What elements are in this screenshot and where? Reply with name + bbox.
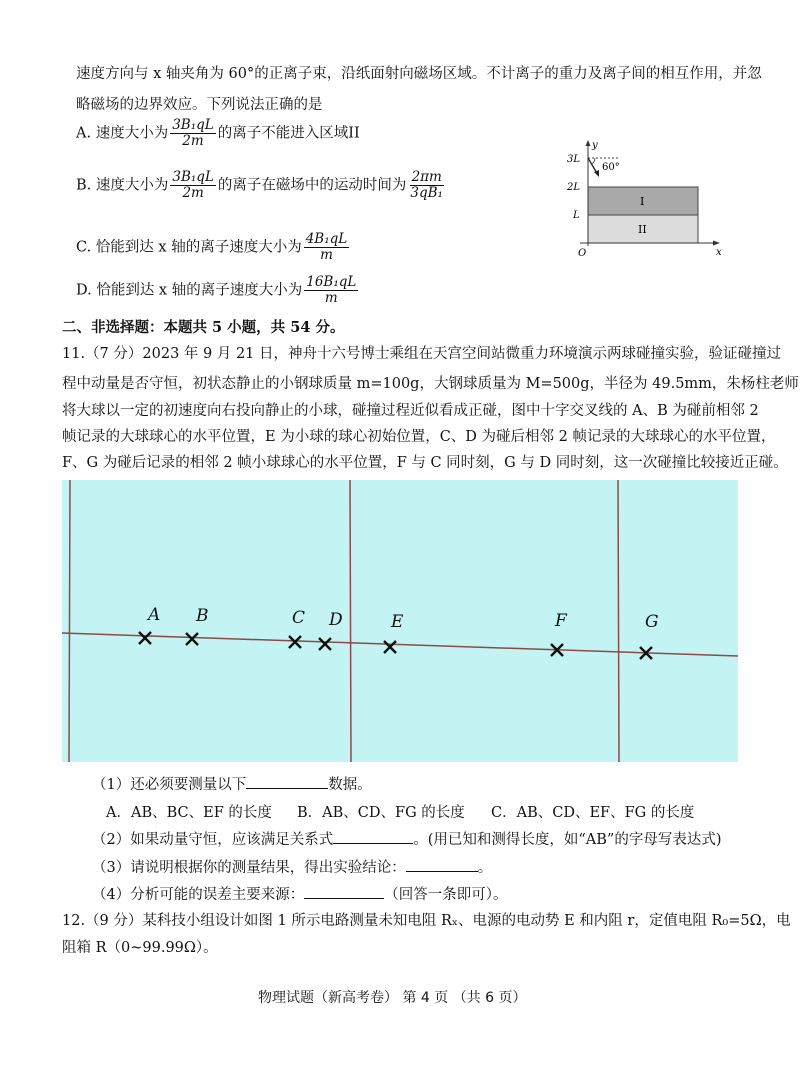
q12-line-2: 阻箱 R（0~99.99Ω）。 (62, 940, 218, 956)
intro-line-2: 略磁场的边界效应。下列说法正确的是 (76, 97, 323, 113)
q11-line-3: 将大球以一定的初速度向右投向静止的小球，碰撞过程近似看成正碰，图中十字交叉线的 A、B 为碰前相邻 2 (62, 403, 759, 419)
label-d: D (329, 610, 343, 630)
cross-mark-b (184, 631, 200, 647)
cross-mark-d (317, 636, 333, 652)
sub-question-4: （4）分析可能的误差主要来源： （回答一条即可）。 (92, 884, 507, 905)
magnetic-field-diagram (560, 138, 730, 260)
fraction: $\frac{\text{3B₁qL}}{2m}$ (172, 117, 214, 149)
option-a-lengths: A．AB、BC、EF 的长度 (106, 805, 272, 821)
answer-blank-4[interactable] (304, 884, 384, 899)
angle-label: 60° (602, 162, 620, 173)
q11-line-1: 11.（7 分）2023 年 9 月 21 日，神舟十六号博士乘组在天宫空间站微重力环境演示两球碰撞实验，验证碰撞过 (62, 346, 782, 362)
option-c-lengths: C．AB、CD、EF、FG 的长度 (491, 805, 695, 821)
origin-label: O (578, 248, 587, 259)
fraction: $\frac{\text{4B₁qL}}{m}$ (305, 231, 348, 263)
label-g: G (645, 612, 659, 632)
horizontal-line (62, 633, 738, 656)
x-label: x (716, 247, 722, 258)
cross-mark-e (382, 639, 398, 655)
section-2-heading: 二、非选择题：本题共 5 小题，共 54 分。 (62, 319, 345, 336)
option-d: D. 恰能到达 x 轴的离子速度大小为 $\frac{\text{16B₁qL}}{m}$ (76, 274, 357, 306)
label-b: B (196, 606, 209, 626)
sub-question-3: （3）请说明根据你的测量结果，得出实验结论： 。 (92, 857, 492, 878)
sub-question-2: （2）如果动量守恒，应该满足关系式 。(用已知和测得长度，如“AB”的字母写表达式) (92, 829, 722, 850)
fraction: $\frac{\text{3B₁qL}}{2m}$ (172, 169, 214, 201)
label-f: F (555, 611, 567, 631)
q12-line-1: 12.（9 分）某科技小组设计如图 1 所示电路测量未知电阻 Rₓ、电源的电动势 E 和内阻 r，定值电阻 R₀=5Ω，电 (62, 913, 791, 929)
region-2-label: II (638, 223, 647, 236)
answer-blank-1[interactable] (246, 774, 328, 789)
collision-photo (62, 480, 738, 762)
y-arrow-icon (586, 140, 591, 146)
vertical-line (618, 480, 619, 762)
option-a: A. 速度大小为 $\frac{\text{3B₁qL}}{2m}$ 的离子不能进入区域II (76, 117, 360, 149)
option-b-lengths: B．AB、CD、FG 的长度 (297, 805, 465, 821)
label-a: A (148, 605, 161, 625)
x-arrow-icon (713, 241, 720, 246)
l-label: L (573, 210, 580, 221)
3l-label: 3L (567, 154, 581, 165)
arrow-head-icon (594, 170, 599, 177)
label-c: C (292, 608, 306, 628)
q11-line-4: 帧记录的大球球心的水平位置，E 为小球的球心初始位置，C、D 为碰后相邻 2 帧记录的大球球心的水平位置， (62, 429, 776, 445)
fraction: $\frac{\text{16B₁qL}}{m}$ (306, 274, 357, 306)
label-e: E (391, 612, 404, 632)
cross-mark-g (638, 645, 654, 661)
angle-arc (592, 158, 595, 164)
intro-line-1: 速度方向与 x 轴夹角为 60°的正离子束，沿纸面射向磁场区域。不计离子的重力及离子间的相互作用，并忽 (76, 66, 762, 82)
q11-line-2: 程中动量是否守恒，初状态静止的小钢球质量 m=100g，大钢球质量为 M=500g，半径为 49.5mm，朱杨柱老师 (62, 376, 799, 392)
vertical-line (350, 480, 351, 762)
sub-question-1: （1）还必须要测量以下 数据。 (92, 774, 372, 795)
cross-mark-f (549, 642, 565, 658)
y-label: y (592, 140, 598, 151)
cross-mark-a (137, 630, 153, 646)
cross-mark-c (287, 634, 303, 650)
fraction: $\frac{2\pi m}{\text{3qB₁}}$ (410, 169, 443, 201)
answer-blank-2[interactable] (333, 829, 413, 844)
vertical-line (69, 480, 70, 762)
2l-label: 2L (567, 182, 581, 193)
option-b: B. 速度大小为 $\frac{\text{3B₁qL}}{2m}$ 的离子在磁场中的运动时间为 $\frac{2\pi m}{\text{3qB₁}}$ (76, 169, 443, 201)
region-1-label: I (640, 195, 645, 208)
page-footer: 物理试题（新高考卷） 第 4 页 （共 6 页） (258, 990, 527, 1006)
option-c: C. 恰能到达 x 轴的离子速度大小为 $\frac{\text{4B₁qL}}{m}$ (76, 231, 348, 263)
q11-line-5: F、G 为碰后记录的相邻 2 帧小球球心的水平位置，F 与 C 同时刻，G 与 D 同时刻，这一次碰撞比较接近正碰。 (62, 455, 788, 471)
answer-blank-3[interactable] (406, 857, 478, 872)
